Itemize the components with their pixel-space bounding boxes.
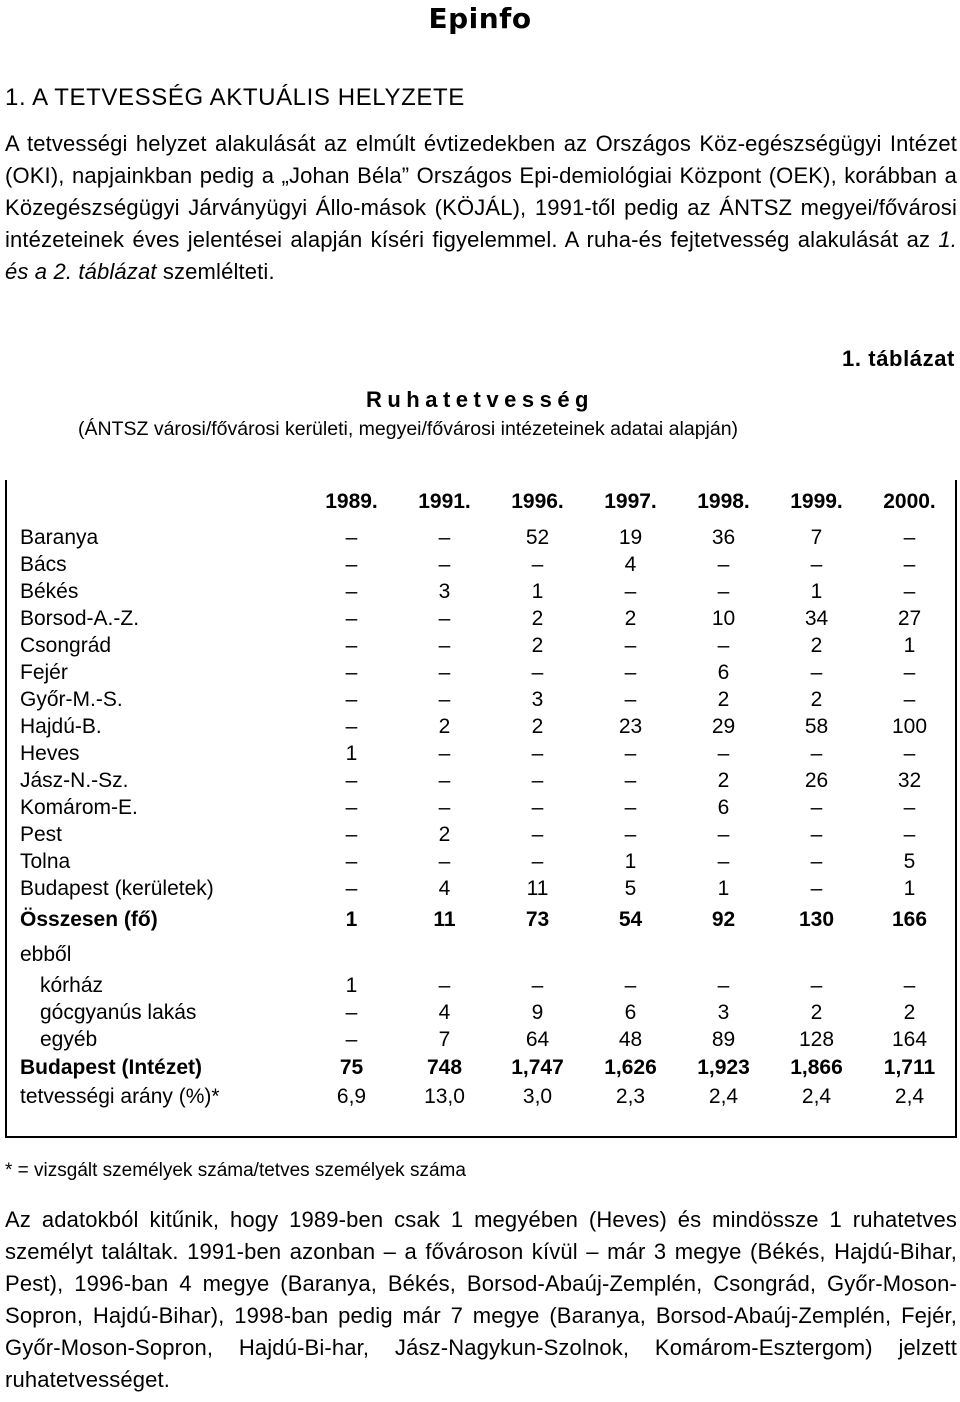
table-cell: 1	[345, 741, 358, 765]
table-cell: 166	[891, 908, 928, 931]
table-cell: –	[438, 741, 451, 765]
table-cell: –	[624, 822, 637, 846]
row-label: Békés	[20, 579, 79, 603]
table-cell: –	[345, 687, 358, 711]
table-cell: 13,0	[424, 1084, 465, 1108]
table-footnote: * = vizsgált személyek száma/tetves személyek száma	[5, 1160, 466, 1181]
table-cell: –	[717, 973, 730, 997]
table-cell: 29	[711, 714, 736, 738]
table-cell: –	[345, 1000, 358, 1024]
table-cell: –	[717, 849, 730, 873]
year-header: 2000.	[883, 490, 936, 513]
table-cell: –	[345, 768, 358, 792]
table-cell: –	[345, 795, 358, 819]
table-cell: 3	[531, 687, 544, 711]
table-cell: 6,9	[336, 1084, 367, 1108]
ebbol-label: ebből	[20, 943, 72, 966]
table-cell: 6	[624, 1000, 637, 1024]
table-cell: –	[531, 973, 544, 997]
row-label: Győr-M.-S.	[20, 687, 123, 711]
table-cell: –	[345, 606, 358, 630]
table-cell: –	[345, 822, 358, 846]
table-row	[20, 659, 956, 686]
table-cell: 92	[711, 908, 736, 931]
table-cell: 27	[897, 606, 922, 630]
table-cell: 100	[891, 714, 928, 738]
table-row	[20, 551, 956, 578]
ratio-row	[20, 1083, 956, 1110]
table-cell: –	[810, 973, 823, 997]
lice-table	[20, 490, 956, 1110]
table-cell: 4	[438, 1000, 451, 1024]
summary-paragraph: Az adatokból kitűnik, hogy 1989-ben csak 1 megyében (Heves) és mindössze 1 ruhatetves személyt találtak. 1991-ben azonban – a fővároson kívül – már 3 megye (Békés, Hajdú-Bihar, Pest), 1996-ban 4 megye (Baranya, Békés, Borsod-Abaúj-Zemplén, Csongrád, Győr-Moson-Sopron, Hajdú-Bihar), 1998-ban pedig már 7 megye (Baranya, Borsod-Abaúj-Zemplén, Fejér, Győr-Moson-Sopron, Hajdú-Bi-har, Jász-Nagykun-Szolnok, Komárom-Esztergom) jelzett ruhatetvességet.	[5, 1207, 957, 1392]
table-cell: 5	[624, 876, 637, 900]
row-label: Fejér	[20, 660, 68, 684]
table-cell: –	[903, 525, 916, 549]
table-cell: 1	[345, 908, 358, 931]
year-header: 1999.	[790, 490, 843, 513]
table-cell: 2	[717, 768, 730, 792]
table-cell: 1	[531, 579, 544, 603]
table-cell: 7	[438, 1027, 451, 1051]
year-header: 1991.	[418, 490, 471, 513]
table-cell: 1	[717, 876, 730, 900]
table-cell: –	[810, 552, 823, 576]
table-cell: 6	[717, 660, 730, 684]
row-label: kórház	[40, 973, 104, 997]
table-cell: 2,4	[708, 1084, 739, 1108]
table-cell: –	[624, 579, 637, 603]
table-cell: –	[531, 795, 544, 819]
table-cell: 54	[618, 908, 643, 931]
year-header: 1996.	[511, 490, 564, 513]
table-cell: 2	[810, 633, 823, 657]
row-label: Hajdú-B.	[20, 714, 102, 738]
table-cell: –	[903, 822, 916, 846]
table-cell: 2	[717, 687, 730, 711]
table-cell: 2	[438, 822, 451, 846]
table-cell: –	[903, 687, 916, 711]
table-cell: 1,866	[790, 1056, 843, 1079]
table-cell: 89	[711, 1027, 736, 1051]
row-label: Baranya	[20, 525, 99, 549]
table-cell: 19	[618, 525, 643, 549]
table-cell: –	[438, 687, 451, 711]
table-cell: 3,0	[522, 1084, 553, 1108]
budapest-institute-row	[20, 1053, 956, 1083]
table-cell: –	[438, 660, 451, 684]
table-cell: 48	[618, 1027, 643, 1051]
table-cell: 23	[618, 714, 643, 738]
table-cell: 1,923	[697, 1056, 750, 1079]
year-header: 1997.	[604, 490, 657, 513]
table-cell: –	[438, 973, 451, 997]
table-cell: –	[903, 579, 916, 603]
table-cell: –	[810, 876, 823, 900]
sub-row	[20, 1026, 956, 1053]
table-cell: –	[438, 633, 451, 657]
row-label: egyéb	[40, 1027, 98, 1051]
sub-row	[20, 972, 956, 999]
table-cell: –	[438, 768, 451, 792]
table-cell: 1	[903, 876, 916, 900]
table-cell: 164	[891, 1027, 928, 1051]
table-cell: 1	[810, 579, 823, 603]
table-cell: 11	[526, 876, 549, 900]
table-cell: –	[717, 633, 730, 657]
row-label: Heves	[20, 741, 80, 765]
table-cell: –	[345, 633, 358, 657]
table-cell: –	[531, 741, 544, 765]
table-cell: 1	[345, 973, 358, 997]
table-cell: 5	[903, 849, 916, 873]
table-cell: 2	[810, 687, 823, 711]
section-heading: 1. A TETVESSÉG AKTUÁLIS HELYZETE	[5, 84, 465, 111]
table-cell: –	[531, 849, 544, 873]
table-cell: 2	[531, 714, 544, 738]
table-cell: 32	[897, 768, 922, 792]
table-row	[20, 632, 956, 659]
table-cell: 2,4	[894, 1084, 925, 1108]
table-cell: –	[345, 714, 358, 738]
total-row	[20, 902, 956, 938]
table-cell: –	[717, 822, 730, 846]
table-cell: 34	[804, 606, 829, 630]
table-cell: –	[624, 973, 637, 997]
row-label: tetvességi arány (%)*	[20, 1084, 220, 1108]
table-cell: 130	[798, 908, 835, 931]
table-row	[20, 524, 956, 551]
table-cell: –	[810, 822, 823, 846]
table-cell: –	[345, 579, 358, 603]
intro-table-reference: 1. és a 2. táblázat	[5, 227, 957, 284]
table-cell: 2	[903, 1000, 916, 1024]
year-header: 1989.	[325, 490, 378, 513]
table-cell: 2	[438, 714, 451, 738]
table-cell: 6	[717, 795, 730, 819]
table-row	[20, 767, 956, 794]
sub-row	[20, 999, 956, 1026]
table-cell: –	[810, 849, 823, 873]
table-cell: 64	[525, 1027, 550, 1051]
table-cell: –	[345, 1027, 358, 1051]
table-cell: 2	[810, 1000, 823, 1024]
table-title: Ruhatetvesség	[365, 387, 594, 412]
row-label: Pest	[20, 822, 63, 846]
table-cell: 11	[433, 908, 456, 931]
table-cell: 73	[525, 908, 550, 931]
table-row	[20, 821, 956, 848]
table-cell: 75	[339, 1056, 364, 1079]
table-cell: 4	[624, 552, 637, 576]
table-cell: –	[345, 876, 358, 900]
table-cell: –	[345, 525, 358, 549]
header-empty-cell	[20, 490, 305, 524]
table-cell: –	[345, 552, 358, 576]
table-cell: 52	[525, 525, 550, 549]
table-cell: 9	[531, 1000, 544, 1024]
table-row	[20, 740, 956, 767]
table-row	[20, 686, 956, 713]
table-cell: 3	[438, 579, 451, 603]
table-cell: –	[531, 822, 544, 846]
table-header-row	[20, 490, 956, 524]
intro-text-before: A tetvességi helyzet alakulását az elmúlt évtizedekben az Országos Köz-egészségügyi Intézet (OKI), napjainkban pedig a „Johan Béla” Országos Epi-demiológiai Központ (OEK), korábban a Közegészségügyi Járványügyi Állo-mások (KÖJÁL), 1991-től pedig az ÁNTSZ megyei/fővárosi intézeteinek éves jelentései alapján kíséri figyelemmel. A ruha-és fejtetvesség alakulását az	[5, 131, 957, 252]
table-cell: 10	[711, 606, 736, 630]
table-cell: –	[903, 741, 916, 765]
table-number: 1. táblázat	[842, 346, 955, 371]
table-cell: –	[624, 660, 637, 684]
table-cell: –	[810, 660, 823, 684]
table-cell: –	[717, 579, 730, 603]
year-header: 1998.	[697, 490, 750, 513]
table-cell: 1	[903, 633, 916, 657]
ebbol-row	[20, 938, 956, 972]
row-label: Tolna	[20, 849, 71, 873]
table-cell: –	[624, 687, 637, 711]
table-cell: –	[717, 741, 730, 765]
table-cell: 3	[717, 1000, 730, 1024]
table-cell: –	[624, 741, 637, 765]
table-row	[20, 848, 956, 875]
table-cell: 1,711	[883, 1056, 936, 1079]
table-cell: –	[531, 660, 544, 684]
table-cell: –	[624, 795, 637, 819]
table-row	[20, 794, 956, 821]
epinfo-logo: Epinfo	[428, 2, 532, 35]
table-cell: –	[438, 606, 451, 630]
table-cell: –	[810, 795, 823, 819]
table-cell: 2,3	[615, 1084, 646, 1108]
row-label: Budapest (kerületek)	[20, 876, 214, 900]
row-label: Bács	[20, 552, 67, 576]
table-cell: 58	[804, 714, 829, 738]
row-label: Borsod-A.-Z.	[20, 606, 140, 630]
table-cell: –	[438, 525, 451, 549]
table-cell: –	[903, 552, 916, 576]
table-cell: –	[438, 795, 451, 819]
row-label: Összesen (fő)	[20, 908, 158, 931]
intro-text-after: szemlélteti.	[156, 259, 275, 284]
table-cell: 26	[804, 768, 829, 792]
table-cell: –	[438, 552, 451, 576]
table-cell: –	[345, 849, 358, 873]
table-cell: 2,4	[801, 1084, 832, 1108]
table-cell: –	[438, 849, 451, 873]
table-cell: 748	[426, 1056, 463, 1079]
row-label: Komárom-E.	[20, 795, 138, 819]
table-cell: 2	[624, 606, 637, 630]
table-cell: –	[531, 552, 544, 576]
table-cell: 7	[810, 525, 823, 549]
table-row	[20, 875, 956, 902]
table-cell: –	[624, 633, 637, 657]
row-label: gócgyanús lakás	[40, 1000, 197, 1024]
table-cell: 36	[711, 525, 736, 549]
table-cell: –	[624, 768, 637, 792]
row-label: Jász-N.-Sz.	[20, 768, 129, 792]
table-cell: 128	[798, 1027, 835, 1051]
table-cell: 1,626	[604, 1056, 657, 1079]
table-cell: 2	[531, 633, 544, 657]
table-cell: 1	[624, 849, 637, 873]
table-subtitle: (ÁNTSZ városi/fővárosi kerületi, megyei/fővárosi intézeteinek adatai alapján)	[78, 418, 739, 440]
table-cell: 2	[531, 606, 544, 630]
row-label: Budapest (Intézet)	[20, 1056, 203, 1079]
table-cell: 1,747	[511, 1056, 564, 1079]
table-cell: –	[903, 973, 916, 997]
table-row	[20, 713, 956, 740]
row-label: Csongrád	[20, 633, 112, 657]
table-cell: –	[903, 795, 916, 819]
table-cell: –	[903, 660, 916, 684]
table-row	[20, 605, 956, 632]
table-cell: –	[531, 768, 544, 792]
intro-paragraph	[5, 128, 957, 288]
table-cell: –	[810, 741, 823, 765]
table-row	[20, 578, 956, 605]
table-cell: –	[717, 552, 730, 576]
table-cell: 4	[438, 876, 451, 900]
table-cell: –	[345, 660, 358, 684]
